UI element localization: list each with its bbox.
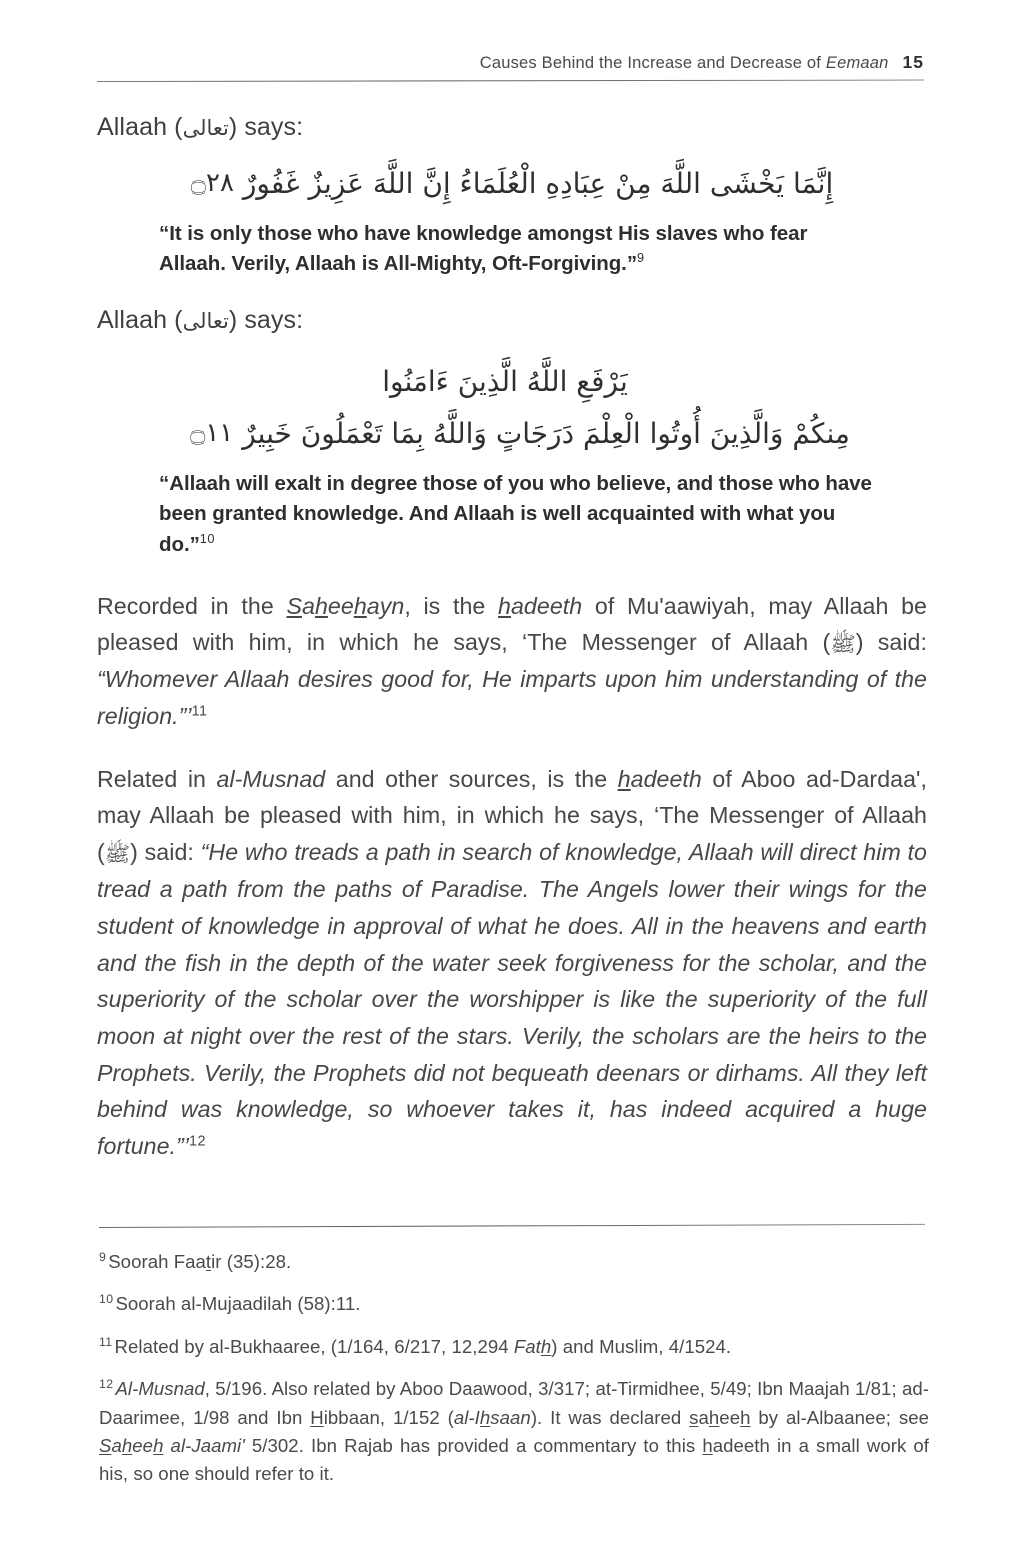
footnote-ref[interactable]: 11 <box>191 703 208 720</box>
allaah-says-prefix-2: Allaah ( <box>97 305 183 334</box>
footnote-body: Related by al-Bukhaaree, (1/164, 6/217, 12,294 Fath) and Muslim, 4/1524. <box>114 1336 732 1358</box>
verse-translation-mujaadilah <box>97 469 927 559</box>
allaah-says-line-2 <box>97 305 927 336</box>
footnote-body: Al-Musnad, 5/196. Also related by Aboo Daawood, 3/317; at-Tirmidhee, 5/49; Ibn Maajah 1/81; ad-Daarimee, 1/98 and Ibn Hibbaan, 1/152 (al-Ihsaan). It was declared saheeh by al-Albaanee; see Saheeh al-Jaami' 5/302. Ibn Rajab has provided a commentary to this hadeeth in a small work of his, so one should refer to it. <box>99 1378 929 1485</box>
sallallahu-alayhi-wasallam-glyph: ﷺ <box>830 632 856 657</box>
footnote-ref-9[interactable]: 9 <box>637 249 645 265</box>
translation-text-2: “Allaah will exalt in degree those of you who believe, and those who have been granted knowledge. And Allaah is well acquainted with what you do.” <box>159 472 872 556</box>
running-header-text: Causes Behind the Increase and Decrease of <box>479 54 826 72</box>
quran-verse-mujaadilah-line2 <box>97 413 927 455</box>
footnote-ref-10[interactable]: 10 <box>199 530 215 546</box>
footnote-12 <box>99 1375 929 1488</box>
main-text-column <box>97 112 927 1165</box>
footnote-body: Soorah al-Mujaadilah (58):11. <box>115 1293 361 1315</box>
footnote-divider-rule <box>99 1224 925 1228</box>
allaah-says-prefix: Allaah ( <box>97 113 183 141</box>
paragraph-aboo-ad-dardaa-hadeeth: Related in al-Musnad and other sources, is the hadeeth of Aboo ad-Dardaa', may Allaah be pleased with him, in which he says, ‘The Messenger of Allaah (ﷺ) said: “He who treads a path in search of knowledge, Allaah will direct him to tread a path from the paths of Paradise. The Angels lower their wings for the student of knowledge in approval of what he does. All in the heavens and earth and the fish in the depth of the water seek forgiveness for the scholar, and the superiority of the scholar over the worshipper is like the superiority of the full moon at night over the rest of the stars. Verily, the scholars are the heirs to the Prophets. Verily, the Prophets did not bequeath deenars or dirhams. All they left behind was knowledge, so whoever takes it, has indeed acquired a huge fortune.”’$^{12}$ <box>97 765 927 1159</box>
ayah-number-mark: ۝٢٨ <box>190 167 234 198</box>
footnote-11 <box>99 1333 929 1361</box>
running-header-keyword: Eemaan <box>825 54 889 72</box>
translation-text: “It is only those who have knowledge amongst His slaves who fear Allaah. Verily, Allaah is All-Mighty, Oft-Forgiving.” <box>159 221 808 275</box>
allaah-says-suffix-2: ) says: <box>228 305 304 334</box>
footnote-9 <box>99 1248 929 1276</box>
sallallahu-alayhi-wasallam-glyph: ﷺ <box>104 842 131 867</box>
quran-verse-mujaadilah-line1: يَرْفَعِ اللَّهُ الَّذِينَ ءَامَنُوا <box>382 365 628 399</box>
footnote-10 <box>99 1290 929 1318</box>
running-header-line <box>97 52 924 73</box>
footnote-ref[interactable]: 12 <box>189 1133 207 1150</box>
page-number: 15 <box>902 52 924 72</box>
allaah-says-line-1 <box>97 112 927 143</box>
paragraph-saheehayn-hadeeth: Recorded in the Saheehayn, is the hadeeth of Mu'aawiyah, may Allaah be pleased with him, in which he says, ‘The Messenger of Allaah (ﷺ) said: “Whomever Allaah desires good for, He imparts upon him understanding of the religion.”’$^{11}$ <box>97 592 927 730</box>
allaah-says-suffix: ) says: <box>228 113 304 141</box>
verse-arabic-text-2: مِنكُمْ وَالَّذِينَ أُوتُوا الْعِلْمَ دَرَجَاتٍ وَاللَّهُ بِمَا تَعْمَلُونَ خَبِيرٌ <box>242 417 850 451</box>
footnote-list <box>99 1248 929 1489</box>
footnote-marker: 9 <box>99 1250 107 1264</box>
taala-arabic-2: تعالى <box>182 309 229 333</box>
header-divider-rule <box>97 80 924 82</box>
ayah-number-mark-2: ۝١١ <box>190 418 234 449</box>
footnote-marker: 10 <box>99 1292 114 1307</box>
verse-arabic-text: إِنَّمَا يَخْشَى اللَّهَ مِنْ عِبَادِهِ الْعُلَمَاءُ إِنَّ اللَّهَ عَزِيزٌ غَفُورٌ <box>242 166 834 200</box>
footnote-marker: 12 <box>99 1377 114 1392</box>
footnote-marker: 11 <box>99 1334 113 1349</box>
verse-translation-faatir <box>97 219 927 279</box>
page-header <box>97 52 924 82</box>
quran-verse-faatir <box>97 163 927 205</box>
taala-arabic-1: تعالى <box>182 117 229 140</box>
footnote-body: Soorah Faatir (35):28. <box>108 1251 292 1273</box>
